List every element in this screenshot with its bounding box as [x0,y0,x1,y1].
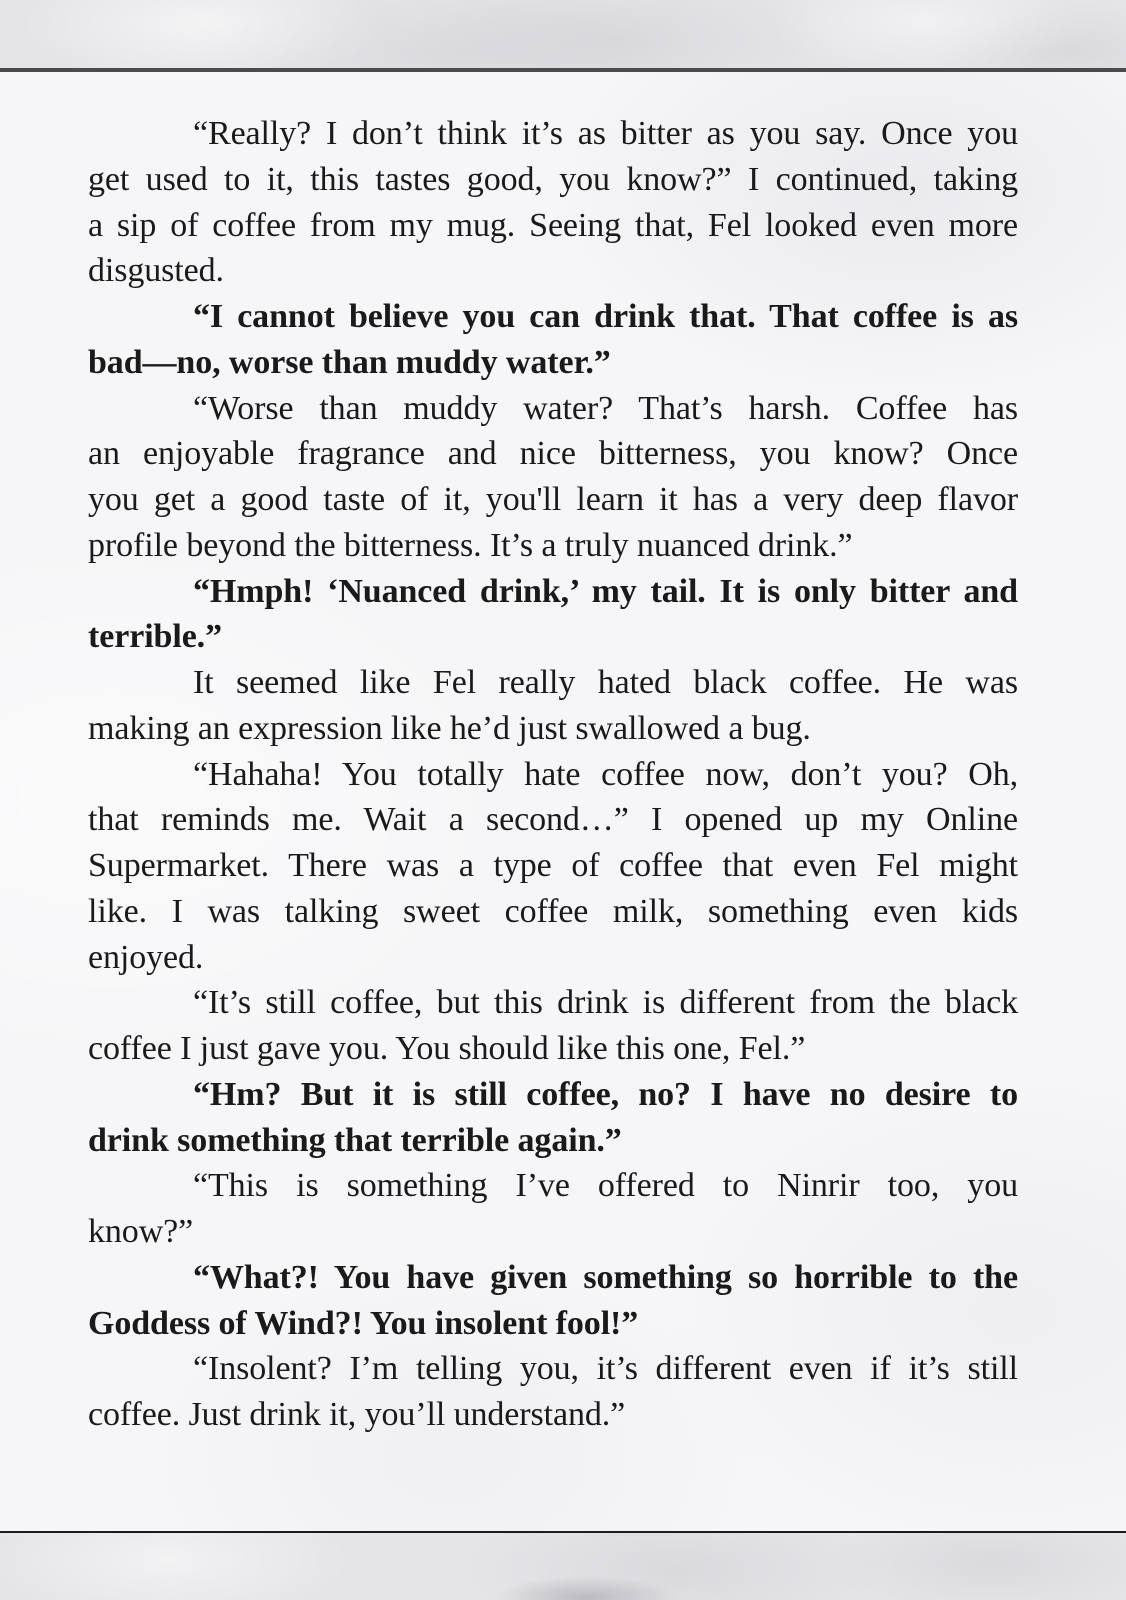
text-line: coffee I just gave you. You should like this one, Fel.” [88,1030,806,1067]
text-line: know?” [88,1213,194,1250]
text-line: It seemed like Fel really hated black coffee. He was [193,664,1018,701]
text-line: drink something that terrible again.” [88,1121,622,1159]
text-line: “Really? I don’t think it’s as bitter as you say. Once you [193,115,1018,152]
text-line: “What?! You have given something so horrible to the [193,1258,1018,1296]
text-line: bad—no, worse than muddy water.” [88,343,611,381]
text-line: terrible.” [88,618,222,656]
text-line: a sip of coffee from my mug. Seeing that, Fel looked even more [88,206,1018,244]
text-line: that reminds me. Wait a second…” I opened up my Online [88,801,1018,839]
text-line: “Hm? But it is still coffee, no? I have no desire to [193,1075,1018,1113]
text-line: coffee. Just drink it, you’ll understand.” [88,1396,626,1433]
text-line: like. I was talking sweet coffee milk, something even kids [88,892,1018,930]
text-line: Goddess of Wind?! You insolent fool!” [88,1304,639,1342]
text-line: profile beyond the bitterness. It’s a truly nuanced drink.” [88,526,853,564]
text-line: enjoyed. [88,938,204,976]
text-line: “Hahaha! You totally hate coffee now, don’t you? Oh, [193,755,1018,793]
text-line: get used to it, this tastes good, you know?” I continued, taking [88,160,1018,198]
text-line: “Insolent? I’m telling you, it’s different even if it’s still [193,1350,1018,1388]
text-line: “I cannot believe you can drink that. That coffee is as [193,298,1018,335]
page-top-margin-band [0,0,1126,68]
text-line: making an expression like he’d just swallowed a bug. [88,709,811,747]
text-line: “It’s still coffee, but this drink is different from the black [193,984,1018,1022]
text-line: you get a good taste of it, you'll learn it has a very deep flavor [88,481,1018,518]
text-line: an enjoyable fragrance and nice bitterness, you know? Once [88,435,1018,473]
text-line: Supermarket. There was a type of coffee that even Fel might [88,847,1018,884]
page-bottom-margin-band [0,1533,1126,1600]
text-line: disgusted. [88,252,224,290]
text-line: “This is something I’ve offered to Ninrir too, you [193,1167,1018,1205]
text-line: “Worse than muddy water? That’s harsh. Coffee has [193,389,1018,427]
text-line: “Hmph! ‘Nuanced drink,’ my tail. It is only bitter and [193,572,1018,610]
page-text [88,111,1018,1438]
